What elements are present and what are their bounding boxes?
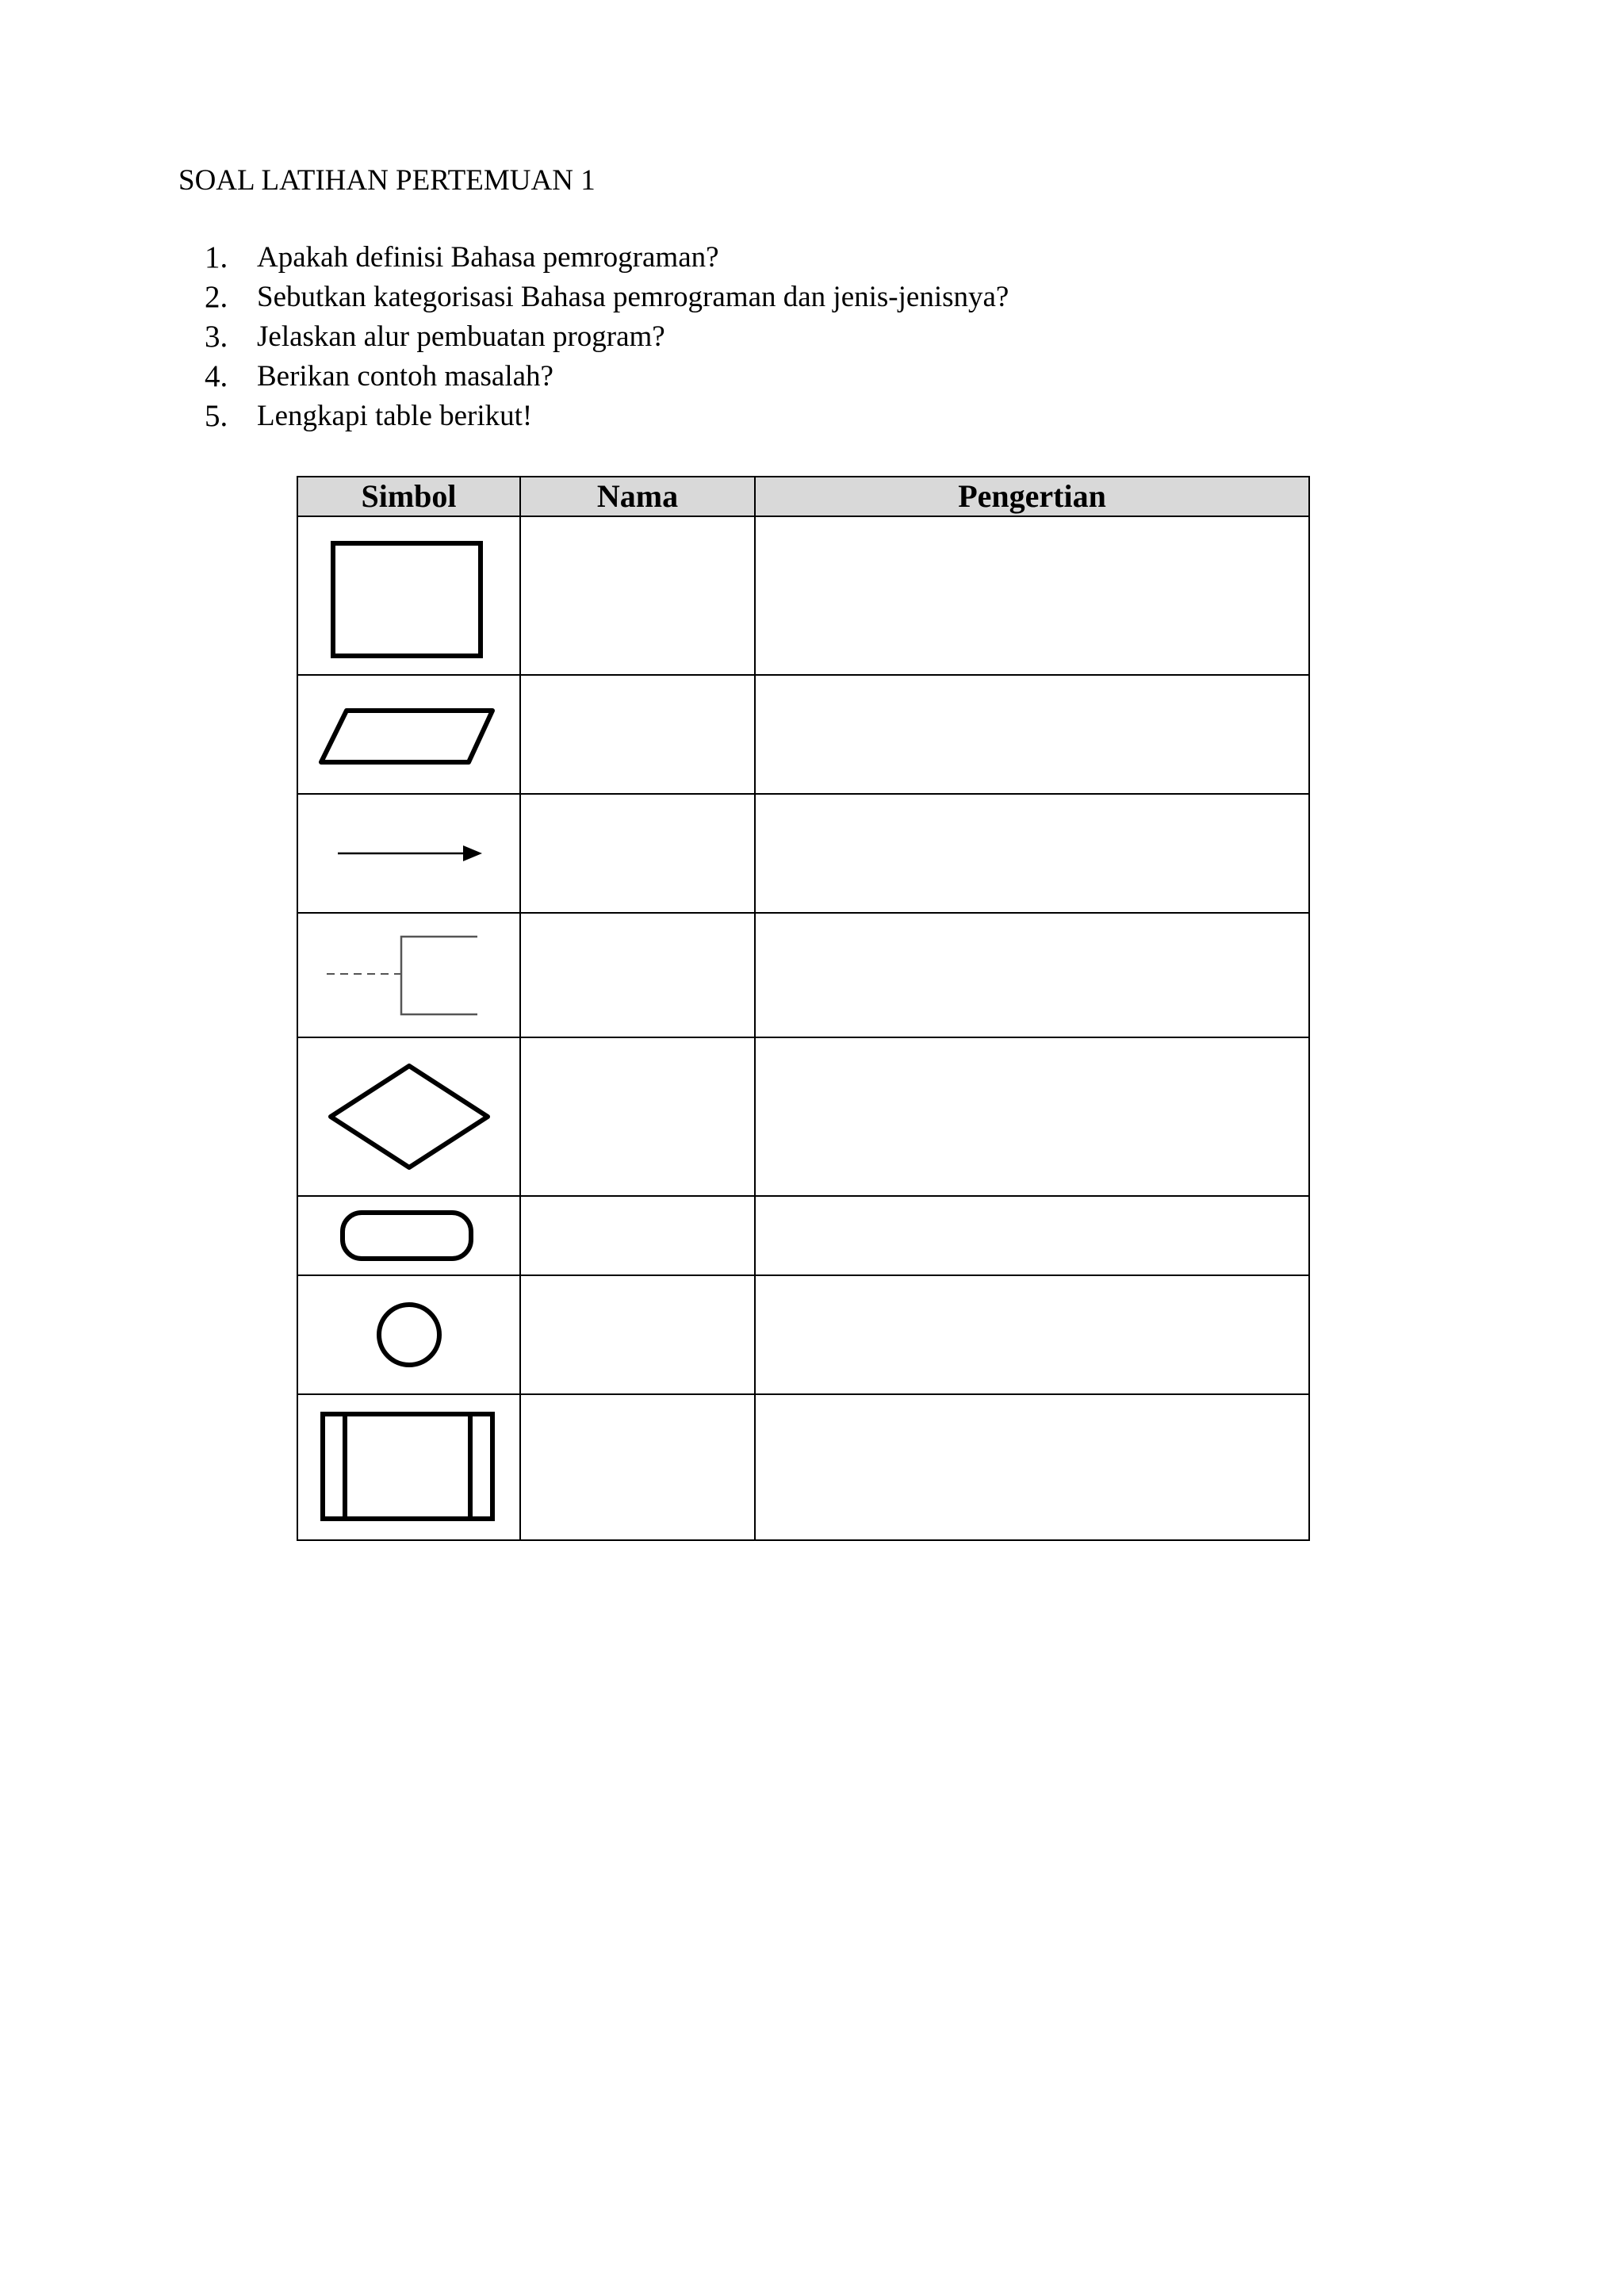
pengertian-cell[interactable] xyxy=(755,675,1309,794)
table-row xyxy=(297,1196,1309,1275)
symbol-cell xyxy=(297,794,520,913)
symbol-cell xyxy=(297,516,520,675)
question-number: 3. xyxy=(205,320,228,354)
nama-cell[interactable] xyxy=(520,1394,755,1540)
nama-cell[interactable] xyxy=(520,794,755,913)
nama-cell[interactable] xyxy=(520,913,755,1037)
process-rectangle-icon xyxy=(330,532,488,659)
nama-cell[interactable] xyxy=(520,675,755,794)
symbol-cell xyxy=(297,675,520,794)
question-number: 1. xyxy=(205,240,228,274)
table-row xyxy=(297,913,1309,1037)
header-simbol: Simbol xyxy=(297,477,520,516)
nama-cell[interactable] xyxy=(520,1275,755,1394)
question-item xyxy=(205,357,1009,397)
nama-cell[interactable] xyxy=(520,1037,755,1196)
connector-circle-icon xyxy=(373,1299,445,1370)
question-text: Apakah definisi Bahasa pemrograman? xyxy=(257,241,719,274)
question-text: Sebutkan kategorisasi Bahasa pemrograman dan jenis-jenisnya? xyxy=(257,281,1009,313)
symbol-cell xyxy=(297,1037,520,1196)
question-text: Jelaskan alur pembuatan program? xyxy=(257,320,665,353)
table-row xyxy=(297,516,1309,675)
question-number: 5. xyxy=(205,399,228,433)
symbol-cell xyxy=(297,1275,520,1394)
flow-arrow-icon xyxy=(330,838,488,869)
nama-cell[interactable] xyxy=(520,516,755,675)
decision-diamond-icon xyxy=(326,1061,492,1172)
table-row xyxy=(297,1037,1309,1196)
pengertian-cell[interactable] xyxy=(755,1037,1309,1196)
pengertian-cell[interactable] xyxy=(755,516,1309,675)
table-row xyxy=(297,1275,1309,1394)
question-item xyxy=(205,278,1009,317)
question-list xyxy=(205,238,1009,436)
symbol-cell xyxy=(297,1394,520,1540)
predefined-process-icon xyxy=(320,1411,499,1524)
table-row xyxy=(297,675,1309,794)
question-item xyxy=(205,397,1009,436)
pengertian-cell[interactable] xyxy=(755,913,1309,1037)
header-nama: Nama xyxy=(520,477,755,516)
symbol-cell xyxy=(297,913,520,1037)
input-output-parallelogram-icon xyxy=(318,695,500,774)
symbol-table xyxy=(297,476,1310,1541)
header-pengertian: Pengertian xyxy=(755,477,1309,516)
question-number: 2. xyxy=(205,280,228,314)
table-row xyxy=(297,1394,1309,1540)
table-header-row xyxy=(297,477,1309,516)
page-title: SOAL LATIHAN PERTEMUAN 1 xyxy=(178,164,596,197)
annotation-bracket-icon xyxy=(322,932,496,1019)
pengertian-cell[interactable] xyxy=(755,1196,1309,1275)
pengertian-cell[interactable] xyxy=(755,1394,1309,1540)
pengertian-cell[interactable] xyxy=(755,794,1309,913)
terminator-rounded-icon xyxy=(339,1209,479,1262)
question-text: Berikan contoh masalah? xyxy=(257,360,553,393)
nama-cell[interactable] xyxy=(520,1196,755,1275)
question-number: 4. xyxy=(205,359,228,393)
pengertian-cell[interactable] xyxy=(755,1275,1309,1394)
symbol-cell xyxy=(297,1196,520,1275)
question-item xyxy=(205,317,1009,357)
table-row xyxy=(297,794,1309,913)
question-text: Lengkapi table berikut! xyxy=(257,400,533,432)
question-item xyxy=(205,238,1009,278)
